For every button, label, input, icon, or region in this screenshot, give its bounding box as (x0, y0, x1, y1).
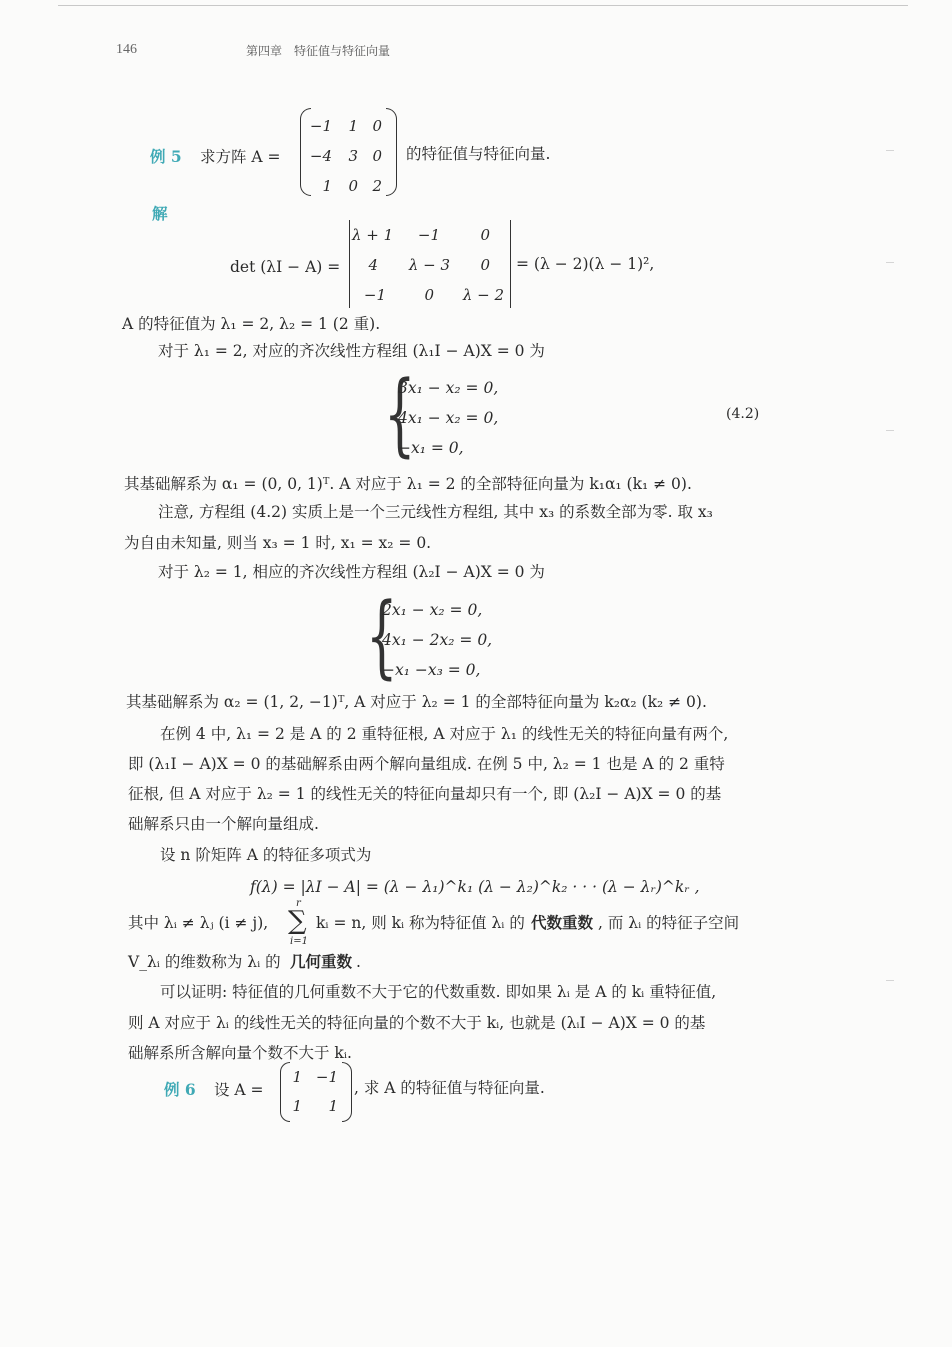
example-5-suffix: 的特征值与特征向量. (406, 145, 551, 163)
sum-lower-limit: i=1 (290, 936, 308, 947)
system-2-intro: 对于 λ₂ = 1, 相应的齐次线性方程组 (λ₂I − A)X = 0 为 (158, 563, 545, 581)
system-2-eq: 4x₁ − 2x₂ = 0, (382, 631, 493, 649)
det-lhs: det (λI − A) = (230, 258, 341, 276)
matrix-cell: 2 (372, 177, 382, 195)
scan-mark (886, 980, 894, 981)
algebraic-multiplicity-term: 代数重数 (531, 913, 594, 932)
det-cell: 4 (368, 256, 378, 274)
example-5-prefix: 求方阵 A = (200, 148, 281, 166)
det-cell: −1 (417, 226, 440, 244)
matrix-cell: 0 (348, 177, 358, 195)
system-2-eq: 2x₁ − x₂ = 0, (382, 601, 483, 619)
sum-symbol: ∑ (288, 906, 307, 936)
para-line-2: 即 (λ₁I − A)X = 0 的基础解系由两个解向量组成. 在例 5 中, λ₂ = 1 也是 A 的 2 重特 (128, 755, 725, 773)
det-rhs: = (λ − 2)(λ − 1)², (516, 255, 655, 273)
equation-tag: (4.2) (726, 406, 760, 422)
system-1-eq: −x₁ = 0, (398, 439, 464, 457)
matrix-cell: −4 (309, 147, 332, 165)
det-cell: −1 (363, 286, 386, 304)
basis-1-line: 其基础解系为 α₁ = (0, 0, 1)ᵀ. A 对应于 λ₁ = 2 的全部特征向量为 k₁α₁ (k₁ ≠ 0). (124, 475, 692, 493)
where-line-a: 其中 λᵢ ≠ λⱼ (i ≠ j), (128, 914, 269, 932)
matrix-cell: 0 (372, 117, 382, 135)
system-2-brace: { (366, 584, 398, 689)
chapter-title: 第四章 特征值与特征向量 (246, 44, 391, 58)
where-line-c: , 而 λᵢ 的特征子空间 (598, 914, 740, 932)
example-5-label: 例 5 (150, 147, 182, 166)
para-line-4: 础解系只由一个解向量组成. (128, 815, 319, 833)
matrix-cell: 1 (292, 1097, 302, 1115)
eigenvalues-line: A 的特征值为 λ₁ = 2, λ₂ = 1 (2 重). (122, 315, 381, 333)
example-6-label: 例 6 (164, 1080, 196, 1099)
prove-line-2: 则 A 对应于 λᵢ 的线性无关的特征向量的个数不大于 kᵢ, 也就是 (λᵢI − A)X = 0 的基 (128, 1014, 706, 1032)
char-polynomial: f(λ) = |λI − A| = (λ − λ₁)^k₁ (λ − λ₂)^k₂ · · · (λ − λᵣ)^kᵣ , (250, 878, 700, 896)
matrix-right-paren (386, 108, 397, 196)
matrix-cell: 1 (322, 177, 332, 195)
det-left-bar (349, 220, 350, 308)
dim-line-b: . (356, 953, 361, 971)
det-cell: λ − 2 (462, 286, 504, 304)
prove-line-1: 可以证明: 特征值的几何重数不大于它的代数重数. 即如果 λᵢ 是 A 的 kᵢ 重特征值, (160, 983, 717, 1001)
top-rule (58, 5, 908, 6)
example-6-prefix: 设 A = (214, 1081, 264, 1099)
det-cell: λ − 3 (408, 256, 450, 274)
det-cell: 0 (424, 286, 434, 304)
dim-line-a: V_λᵢ 的维数称为 λᵢ 的 (128, 953, 281, 971)
matrix-cell: 3 (348, 147, 358, 165)
solution-label: 解 (152, 204, 168, 223)
matrix-right-paren (342, 1062, 352, 1122)
sum-upper-limit: r (296, 898, 301, 909)
system-1-intro: 对于 λ₁ = 2, 对应的齐次线性方程组 (λ₁I − A)X = 0 为 (158, 342, 545, 360)
example-6-suffix: , 求 A 的特征值与特征向量. (354, 1079, 545, 1097)
note-line-1: 注意, 方程组 (4.2) 实质上是一个三元线性方程组, 其中 x₃ 的系数全部为零. 取 x₃ (158, 503, 713, 521)
system-1-brace: { (384, 362, 416, 467)
det-cell: λ + 1 (352, 226, 394, 244)
det-cell: 0 (480, 256, 490, 274)
matrix-cell: −1 (309, 117, 332, 135)
system-1-eq: 4x₁ − x₂ = 0, (398, 409, 499, 427)
para-line-3: 征根, 但 A 对应于 λ₂ = 1 的线性无关的特征向量却只有一个, 即 (λ₂I − A)X = 0 的基 (128, 785, 722, 803)
basis-2-line: 其基础解系为 α₂ = (1, 2, −1)ᵀ, A 对应于 λ₂ = 1 的全部特征向量为 k₂α₂ (k₂ ≠ 0). (126, 693, 707, 711)
prove-line-3: 础解系所含解向量个数不大于 kᵢ. (128, 1044, 352, 1062)
poly-intro: 设 n 阶矩阵 A 的特征多项式为 (160, 846, 372, 864)
matrix-cell: 1 (348, 117, 358, 135)
where-line-b: kᵢ = n, 则 kᵢ 称为特征值 λᵢ 的 (316, 914, 525, 932)
scan-mark (886, 150, 894, 151)
para-line-1: 在例 4 中, λ₁ = 2 是 A 的 2 重特征根, A 对应于 λ₁ 的线性无关的特征向量有两个, (160, 725, 729, 743)
matrix-cell: 1 (292, 1068, 302, 1086)
scan-mark (886, 262, 894, 263)
note-line-2: 为自由未知量, 则当 x₃ = 1 时, x₁ = x₂ = 0. (124, 534, 432, 552)
scan-mark (886, 430, 894, 431)
system-1-eq: 3x₁ − x₂ = 0, (398, 379, 499, 397)
det-right-bar (510, 220, 511, 308)
matrix-cell: 1 (328, 1097, 338, 1115)
matrix-cell: −1 (315, 1068, 338, 1086)
page-number: 146 (116, 42, 137, 57)
matrix-cell: 0 (372, 147, 382, 165)
geometric-multiplicity-term: 几何重数 (290, 952, 353, 971)
det-cell: 0 (480, 226, 490, 244)
system-2-eq: −x₁ −x₃ = 0, (382, 661, 481, 679)
